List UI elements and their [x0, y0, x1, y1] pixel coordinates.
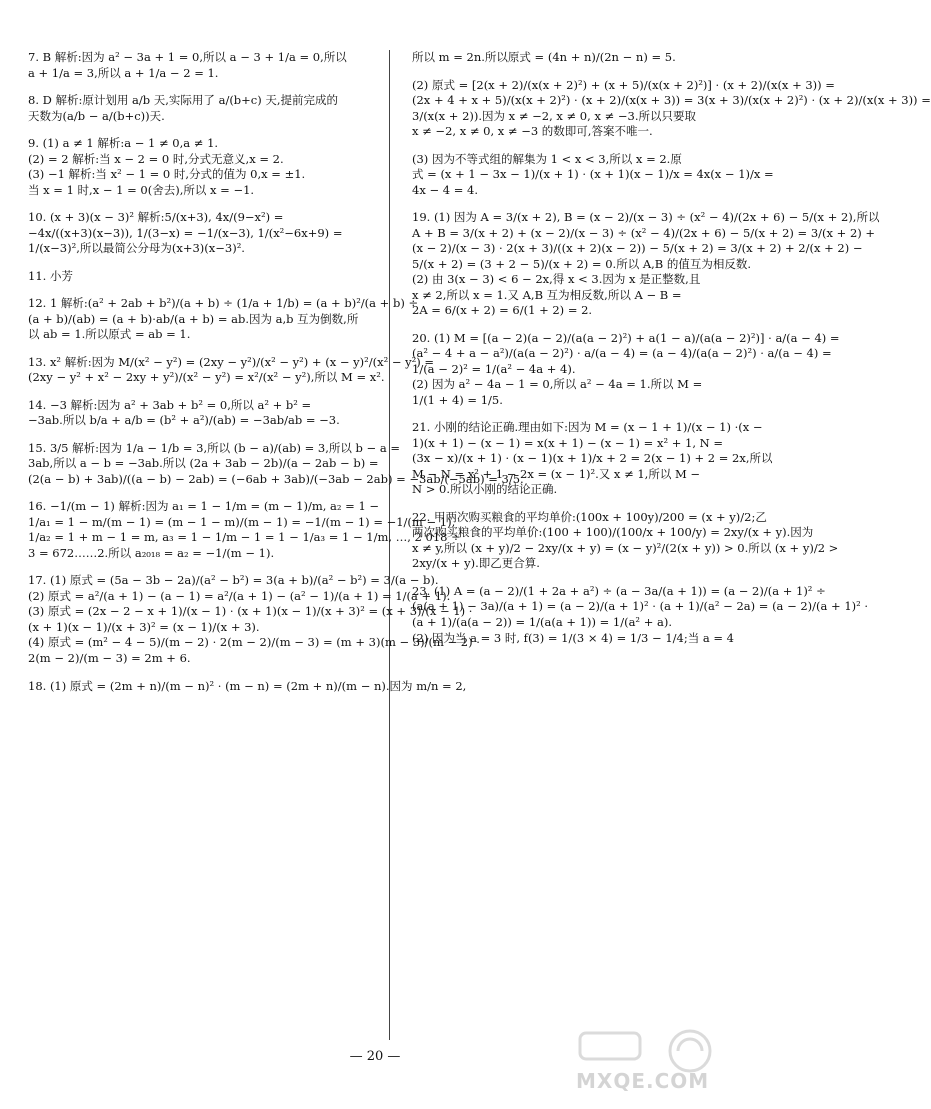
entry-gap	[28, 284, 375, 296]
column-divider	[389, 50, 390, 1040]
entry-gap	[412, 408, 708, 420]
answer-line: 16. −1/(m − 1) 解析:因为 a₁ = 1 − 1/m = (m − 1)/m, a₂ = 1 −	[28, 499, 380, 514]
answer-line: 23. (1) A = (a − 2)/(1 + 2a + a²) ÷ (a − 3a/(a + 1)) = (a − 2)/(a + 1)² ÷	[412, 583, 826, 598]
answer-line: (3x − x)/(x + 1) · (x − 1)(x + 1)/x + 2 = 2(x − 1) + 2 = 2x,所以	[412, 451, 773, 466]
answer-line: 1/(1 + 4) = 1/5.	[412, 392, 503, 407]
answer-line: N > 0.所以小刚的结论正确.	[412, 482, 558, 497]
answer-entry	[28, 398, 375, 429]
answer-line: 3ab,所以 a − b = −3ab.所以 (2a + 3ab − 2b)/(a − 2ab − b) =	[28, 456, 379, 471]
answer-line: (3) −1 解析:当 x² − 1 = 0 时,分式的值为 0,x = ±1.	[28, 167, 306, 182]
answer-line: 19. (1) 因为 A = 3/(x + 2), B = (x − 2)/(x − 3) ÷ (x² − 4)/(2x + 6) − 5/(x + 2),所以	[412, 210, 880, 225]
answer-line: 以 ab = 1.所以原式 = ab = 1.	[28, 327, 191, 342]
answer-line: (2) 原式 = [2(x + 2)/(x(x + 2)²) + (x + 5)/(x(x + 2)²)] · (x + 2)/(x(x + 3)) =	[412, 77, 835, 92]
entry-gap	[412, 572, 708, 584]
answer-entry	[412, 77, 931, 140]
answer-entry	[412, 210, 880, 319]
entry-gap	[28, 257, 375, 269]
entry-gap	[412, 319, 708, 331]
entry-gap	[28, 386, 375, 398]
answer-line: (2) 因为 a² − 4a − 1 = 0,所以 a² − 4a = 1.所以 M =	[412, 377, 703, 392]
answer-entry	[412, 420, 773, 498]
answer-line: (4) 原式 = (m² − 4 − 5)/(m − 2) · 2(m − 2)/(m − 3) = (m + 3)(m − 3)/(m − 2) ·	[28, 635, 480, 650]
answer-entry	[28, 50, 375, 81]
answer-line: (a + 1)/(a(a − 2)) = 1/(a(a + 1)) = 1/(a² + a).	[412, 614, 672, 629]
answer-line: 天数为(a/b − a/(b+c))天.	[28, 108, 165, 123]
entry-gap	[412, 498, 708, 510]
answer-line: x ≠ −2, x ≠ 0, x ≠ −3 的数即可,答案不唯一.	[412, 124, 653, 139]
answer-entry	[28, 136, 375, 198]
answer-entry	[28, 269, 375, 285]
answer-line: a + 1/a = 3,所以 a + 1/a − 2 = 1.	[28, 65, 219, 80]
answer-line: 3/(x(x + 2)).因为 x ≠ −2, x ≠ 0, x ≠ −3.所以只要取	[412, 108, 696, 123]
answer-line: (x − 2)/(x − 3) · 2(x + 3)/((x + 2)(x − 2)) − 5/(x + 2) = 3/(x + 2) + 2/(x + 2) −	[412, 241, 863, 256]
answer-line: 13. x² 解析:因为 M/(x² − y²) = (2xy − y²)/(x² − y²) + (x − y)²/(x² − y²) =	[28, 354, 435, 369]
page-number: — 20 —	[349, 1049, 401, 1064]
right-column	[412, 50, 931, 658]
answer-line: 15. 3/5 解析:因为 1/a − 1/b = 3,所以 (b − a)/(ab) = 3,所以 b − a =	[28, 440, 400, 455]
answer-line: 7. B 解析:因为 a² − 3a + 1 = 0,所以 a − 3 + 1/a = 0,所以	[28, 50, 347, 64]
answer-line: (2) 由 3(x − 3) < 6 − 2x,得 x < 3.因为 x 是正整数,且	[412, 272, 701, 287]
answer-line: (2x + 4 + x + 5)/(x(x + 2)²) · (x + 2)/(x(x + 3)) = 3(x + 3)/(x(x + 2)²) · (x + 2)/(x(x + 3)) =	[412, 93, 931, 108]
answer-line: 18. (1) 原式 = (2m + n)/(m − n)² · (m − n) = (2m + n)/(m − n).因为 m/n = 2,	[28, 678, 467, 693]
answer-line: −4x/((x+3)(x−3)), 1/(3−x) = −1/(x−3), 1/(x²−6x+9) =	[28, 225, 343, 240]
answer-line: 9. (1) a ≠ 1 解析:a − 1 ≠ 0,a ≠ 1.	[28, 136, 219, 151]
answer-line: 17. (1) 原式 = (5a − 3b − 2a)/(a² − b²) = 3(a + b)/(a² − b²) = 3/(a − b).	[28, 573, 439, 588]
entry-gap	[28, 667, 375, 679]
answer-entry	[412, 151, 774, 199]
answer-line: (3) 因为不等式组的解集为 1 < x < 3,所以 x = 2.原	[412, 151, 682, 166]
answer-line: M − N = x² + 1 − 2x = (x − 1)².又 x ≠ 1,所以 M −	[412, 466, 701, 481]
answer-entry	[412, 50, 708, 66]
answer-entry	[28, 93, 375, 124]
entry-gap	[412, 646, 708, 658]
answer-entry	[412, 583, 869, 646]
answer-line: (a + b)/(ab) = (a + b)·ab/(a + b) = ab.因为 a,b 互为倒数,所	[28, 311, 359, 326]
entry-gap	[28, 429, 375, 441]
answer-line: 20. (1) M = [(a − 2)(a − 2)/(a(a − 2)²) + a(1 − a)/(a(a − 2)²)] · a/(a − 4) =	[412, 330, 840, 345]
entry-gap	[28, 198, 375, 210]
answer-line: x ≠ 2,所以 x = 1.又 A,B 互为相反数,所以 A − B =	[412, 287, 682, 302]
answer-line: −3ab.所以 b/a + a/b = (b² + a²)/(ab) = −3ab/ab = −3.	[28, 413, 340, 428]
answer-line: (2(a − b) + 3ab)/((a − b) − 2ab) = (−6ab + 3ab)/(−3ab − 2ab) = −3ab/(−5ab) = 3/5.	[28, 471, 524, 486]
answer-line: (a(a + 1) − 3a)/(a + 1) = (a − 2)/(a + 1)² · (a + 1)/(a² − 2a) = (a − 2)/(a + 1)² ·	[412, 599, 869, 614]
entry-gap	[28, 694, 375, 706]
answer-entry	[28, 210, 375, 257]
answer-line: x ≠ y,所以 (x + y)/2 − 2xy/(x + y) = (x − y)²/(2(x + y)) > 0.所以 (x + y)/2 >	[412, 540, 839, 555]
answer-line: 式 = (x + 1 − 3x − 1)/(x + 1) · (x + 1)(x − 1)/x = 4x(x − 1)/x =	[412, 167, 774, 182]
answer-entry	[412, 509, 839, 572]
entry-gap	[412, 140, 708, 152]
answer-line: 1/a₁ = 1 − m/(m − 1) = (m − 1 − m)/(m − 1) = −1/(m − 1) = −1/(m − 1),	[28, 514, 456, 529]
answer-line: 12. 1 解析:(a² + 2ab + b²)/(a + b) ÷ (1/a + 1/b) = (a + b)²/(a + b) ÷	[28, 296, 419, 311]
answer-entry	[28, 296, 419, 343]
answer-line: (a² − 4 + a − a²)/(a(a − 2)²) · a/(a − 4) = (a − 4)/(a(a − 2)²) · a/(a − 4) =	[412, 346, 832, 361]
answer-line: 1)(x + 1) − (x − 1) = x(x + 1) − (x − 1) = x² + 1, N =	[412, 435, 723, 450]
answer-line: 3 = 672……2.所以 a₂₀₁₈ = a₂ = −1/(m − 1).	[28, 545, 275, 560]
entry-gap	[28, 81, 375, 93]
answer-line: 8. D 解析:原计划用 a/b 天,实际用了 a/(b+c) 天,提前完成的	[28, 93, 339, 108]
watermark-text: MXQE.COM	[576, 1069, 710, 1093]
answer-line: 1/a₂ = 1 + m − 1 = m, a₃ = 1 − 1/m − 1 = 1 − 1/a₃ = 1 − 1/m, …, 2 018 ÷	[28, 530, 461, 545]
entry-gap	[28, 124, 375, 136]
answer-line: (2) 原式 = a²/(a + 1) − (a − 1) = a²/(a + 1) − (a² − 1)/(a + 1) = 1/(a + 1).	[28, 588, 451, 603]
answer-entry	[28, 440, 524, 488]
answer-line: 4x − 4 = 4.	[412, 182, 478, 197]
answer-line: 22. 甲两次购买粮食的平均单价:(100x + 100y)/200 = (x + y)/2;乙	[412, 509, 767, 524]
entry-gap	[28, 561, 375, 573]
answer-line: (2) 因为当 a = 3 时, f(3) = 1/(3 × 4) = 1/3 − 1/4;当 a = 4	[412, 630, 734, 645]
answer-line: A + B = 3/(x + 2) + (x − 2)/(x − 3) ÷ (x² − 4)/(2x + 6) − 5/(x + 2) = 3/(x + 2) +	[412, 225, 876, 240]
answer-line: (2) = 2 解析:当 x − 2 = 0 时,分式无意义,x = 2.	[28, 151, 284, 166]
answer-line: 2(m − 2)/(m − 3) = 2m + 6.	[28, 650, 191, 665]
answer-entry	[28, 354, 435, 386]
entry-gap	[412, 66, 708, 78]
answer-line: 14. −3 解析:因为 a² + 3ab + b² = 0,所以 a² + b² =	[28, 397, 312, 412]
answer-line: 11. 小芳	[28, 268, 73, 283]
answer-line: 两次购买粮食的平均单价:(100 + 100)/(100/x + 100/y) = 2xy/(x + y).因为	[412, 525, 814, 540]
answer-line: 当 x = 1 时,x − 1 = 0(舍去),所以 x = −1.	[28, 182, 255, 197]
answer-line: 2xy/(x + y).即乙更合算.	[412, 556, 540, 571]
entry-gap	[28, 487, 375, 499]
answer-entry	[412, 330, 840, 409]
answer-line: 5/(x + 2) = (3 + 2 − 5)/(x + 2) = 0.所以 A,B 的值互为相反数.	[412, 256, 752, 271]
answer-entry	[28, 678, 467, 695]
answer-line: 所以 m = 2n.所以原式 = (4n + n)/(2n − n) = 5.	[412, 50, 676, 64]
answer-line: 21. 小刚的结论正确.理由如下:因为 M = (x − 1 + 1)/(x − 1) ·(x −	[412, 420, 763, 435]
answer-line: (2xy − y² + x² − 2xy + y²)/(x² − y²) = x²/(x² − y²),所以 M = x².	[28, 370, 385, 385]
answer-line: (3) 原式 = (2x − 2 − x + 1)/(x − 1) · (x + 1)(x − 1)/(x + 3)² = (x + 3)/(x − 1) ·	[28, 604, 473, 619]
watermark-logo	[550, 1027, 720, 1097]
answer-entry	[28, 499, 461, 561]
answer-entry	[28, 573, 480, 666]
entry-gap	[28, 343, 375, 355]
answer-line: (x + 1)(x − 1)/(x + 3)² = (x − 1)/(x + 3).	[28, 619, 260, 634]
answer-line: 2A = 6/(x + 2) = 6/(1 + 2) = 2.	[412, 303, 593, 318]
answer-line: 10. (x + 3)(x − 3)² 解析:5/(x+3), 4x/(9−x²) =	[28, 210, 284, 225]
entry-gap	[412, 198, 708, 210]
answer-line: 1/(a − 2)² = 1/(a² − 4a + 4).	[412, 361, 576, 376]
answer-line: 1/(x−3)²,所以最简公分母为(x+3)(x−3)².	[28, 241, 245, 256]
